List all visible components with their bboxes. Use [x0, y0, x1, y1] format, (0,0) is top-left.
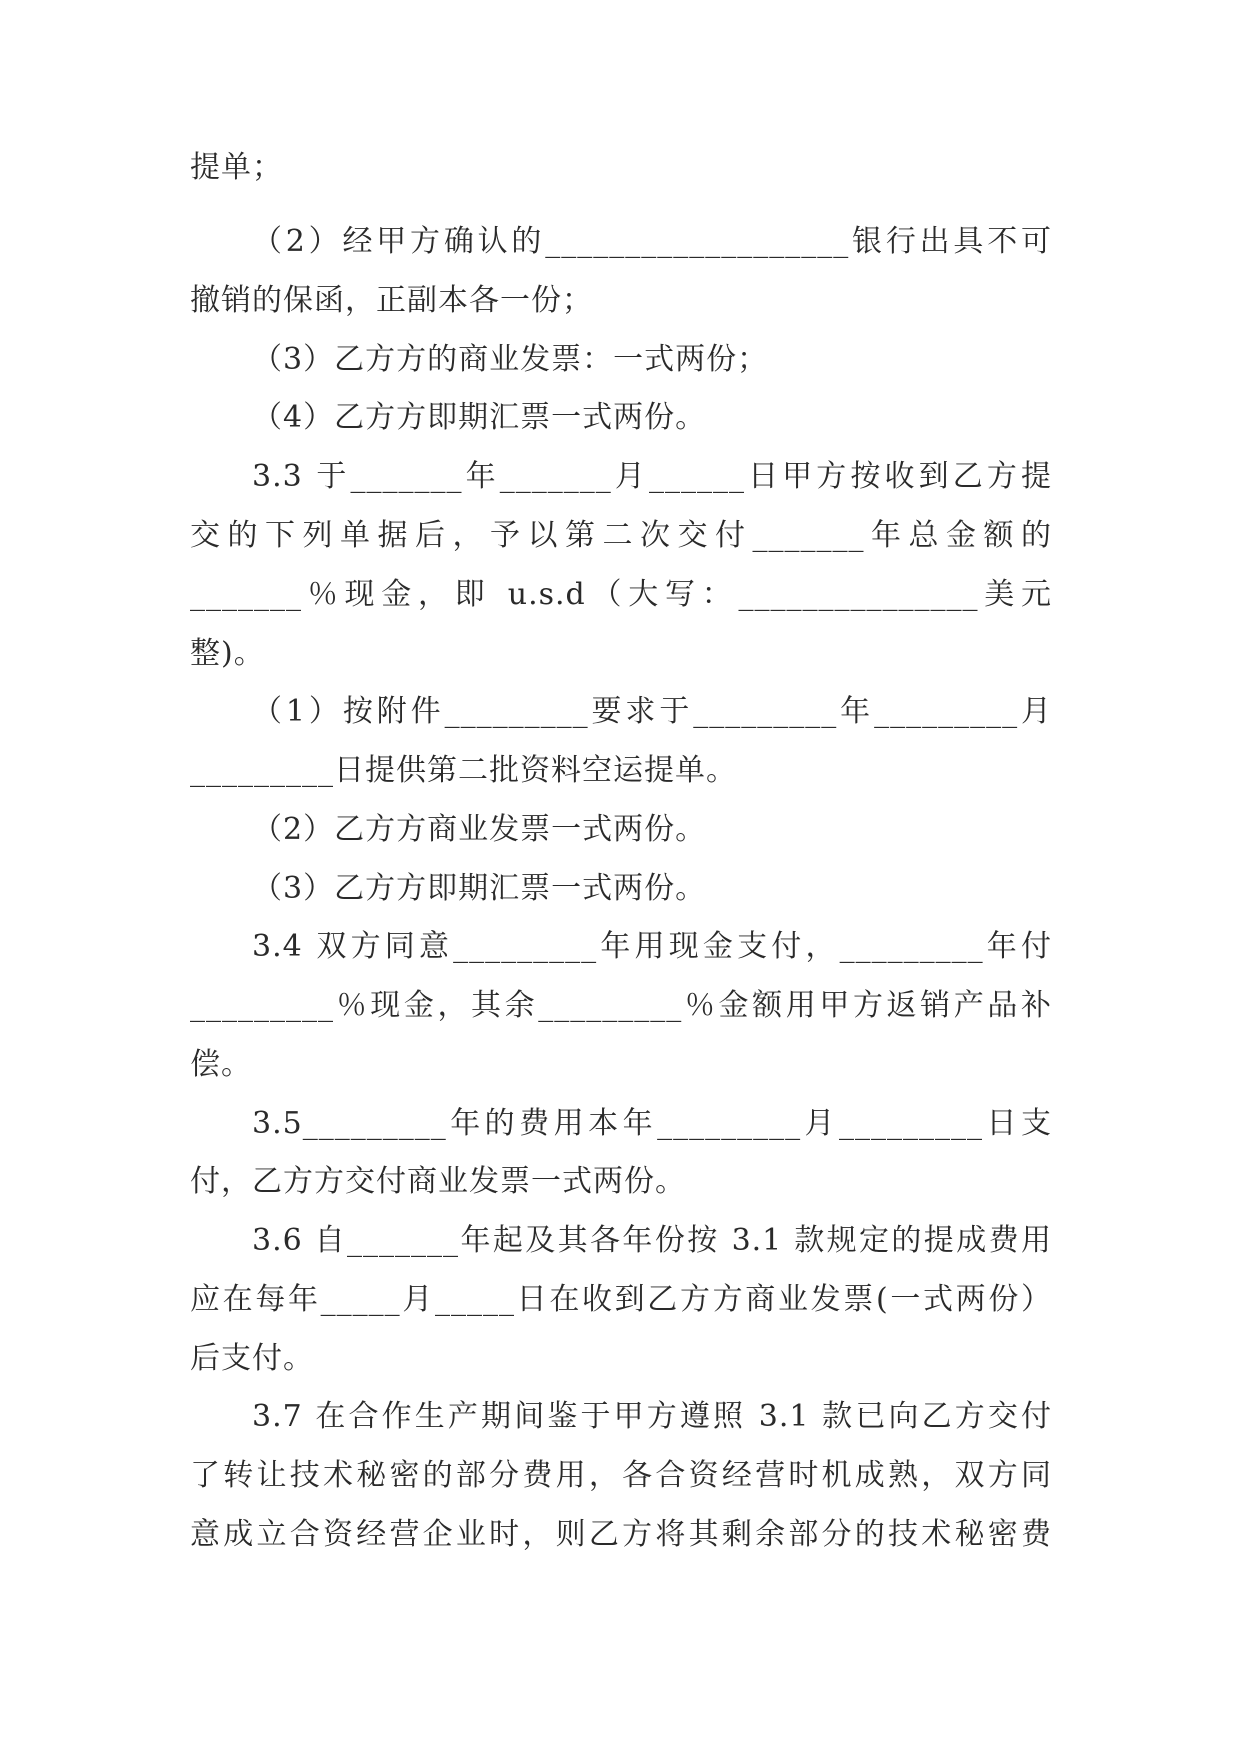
- text-line: 3.6 自_______年起及其各年份按 3.1 款规定的提成费用: [252, 1223, 1052, 1258]
- text-line: 撤销的保函，正副本各一份；: [190, 283, 593, 318]
- text-line: （3）乙方方即期汇票一式两份。: [252, 871, 707, 906]
- text-line: 提单；: [190, 150, 283, 185]
- text-line: _________％现金，其余_________％金额用甲方返销产品补: [190, 988, 1052, 1023]
- text-line: 了转让技术秘密的部分费用，各合资经营时机成熟，双方同: [190, 1458, 1052, 1493]
- text-line: 3.7 在合作生产期间鉴于甲方遵照 3.1 款已向乙方交付: [252, 1399, 1052, 1434]
- text-line: 整)。: [190, 636, 265, 671]
- text-line: 3.4 双方同意_________年用现金支付，_________年付: [252, 929, 1052, 964]
- text-line: _________日提供第二批资料空运提单。: [190, 753, 737, 788]
- text-line: 3.3 于_______年_______月______日甲方按收到乙方提: [252, 459, 1052, 494]
- text-line: 后支付。: [190, 1341, 314, 1376]
- text-line: （2）经甲方确认的___________________银行出具不可: [252, 224, 1052, 259]
- text-line: （3）乙方方的商业发票：一式两份；: [252, 342, 769, 377]
- text-line: 付，乙方方交付商业发票一式两份。: [190, 1164, 686, 1199]
- text-line: （4）乙方方即期汇票一式两份。: [252, 400, 707, 435]
- text-line: 应在每年_____月_____日在收到乙方方商业发票(一式两份）: [190, 1282, 1052, 1317]
- text-line: 交的下列单据后，予以第二次交付_______年总金额的: [190, 518, 1052, 553]
- text-line: 偿。: [190, 1047, 252, 1082]
- text-line: 3.5_________年的费用本年_________月_________日支: [252, 1106, 1052, 1141]
- text-line: _______％现金，即 u.s.d（大写：_______________美元: [190, 577, 1052, 612]
- text-line: （2）乙方方商业发票一式两份。: [252, 812, 707, 847]
- text-line: 意成立合资经营企业时，则乙方将其剩余部分的技术秘密费: [190, 1517, 1052, 1552]
- text-line: （1）按附件_________要求于_________年_________月: [252, 694, 1052, 729]
